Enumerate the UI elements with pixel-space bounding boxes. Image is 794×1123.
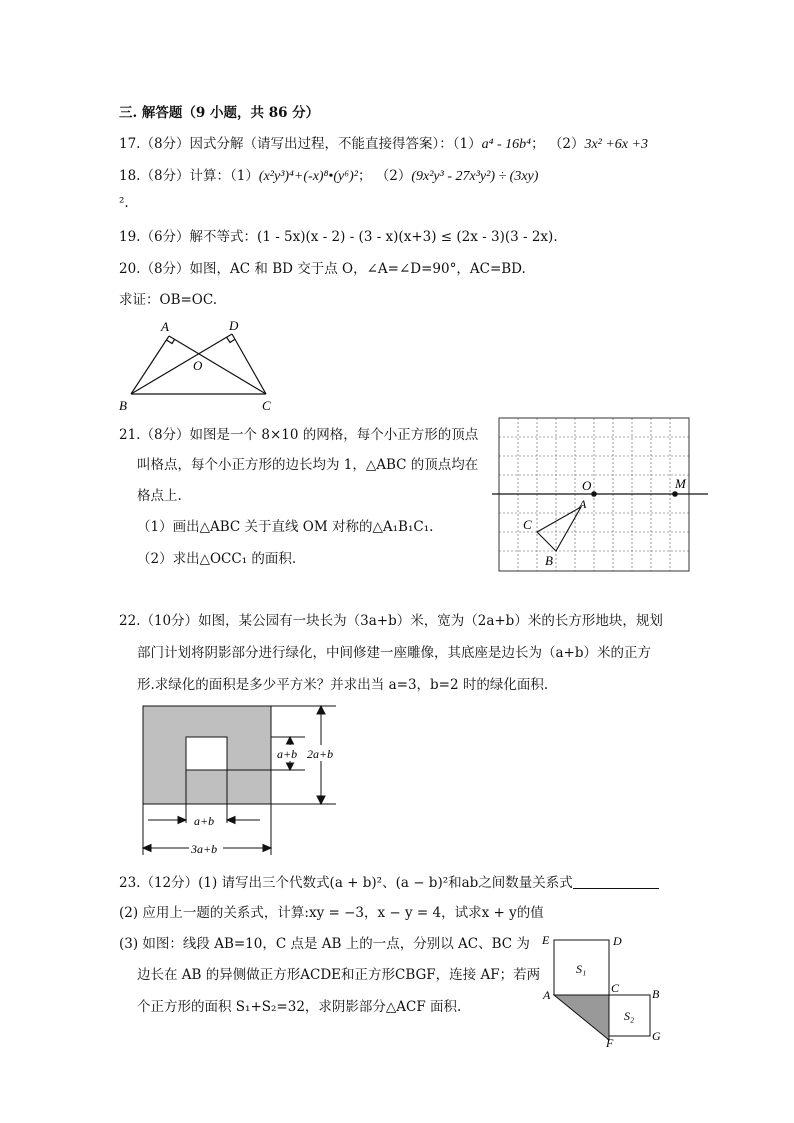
q21-part2: （2）求出△OCC₁ 的面积. — [137, 551, 297, 567]
label-O: O — [193, 358, 203, 373]
q22-figure — [140, 703, 340, 861]
label-A: A — [161, 319, 169, 334]
q17-part1-expr: a⁴ - 16b⁴ — [481, 137, 532, 152]
q17-lead: 17.（8分）因式分解（请写出过程，不能直接得答案）：（1） — [119, 136, 482, 152]
answer-blank — [573, 876, 659, 889]
label-B: B — [652, 987, 660, 1001]
label-width: 3a+b — [191, 842, 218, 856]
label-B: B — [119, 398, 127, 413]
section-title: 三. 解答题（9 小题，共 86 分） — [119, 105, 320, 121]
question-20: 20.（8分）如图，AC 和 BD 交于点 O，∠A=∠D=90°，AC=BD. — [119, 261, 526, 277]
question-22-line1: 22.（10分）如图，某公园有一块长为（3a+b）米，宽为（2a+b）米的长方形地块，规划 — [119, 613, 663, 629]
label-C: C — [611, 981, 620, 995]
label-D: D — [613, 934, 622, 948]
question-23-line4: 边长在 AB 的异侧做正方形ACDE和正方形CBGF，连接 AF；若两 — [137, 967, 541, 983]
label-inner-side: a+b — [277, 747, 298, 761]
label-C: C — [262, 398, 271, 413]
label-D: D — [229, 318, 239, 333]
label-C: C — [523, 517, 532, 532]
label-S2: S₂ — [624, 1009, 635, 1023]
label-A: A — [543, 988, 551, 1002]
q23-part1-text: 23.（12分）(1) 请写出三个代数式(a + b)²、(a − b)²和ab之间数量关系式 — [119, 875, 573, 891]
label-B: B — [545, 553, 553, 568]
label-S1: S₁ — [576, 962, 587, 976]
q20-prove: 求证：OB=OC. — [119, 292, 218, 308]
question-19: 19.（6分）解不等式：(1 - 5x)(x - 2) - (3 - x)(x+3) ≤ (2x - 3)(3 - 2x). — [119, 229, 558, 245]
question-21-line2: 叫格点，每个小正方形的边长均为 1，△ABC 的顶点均在 — [137, 457, 479, 473]
q21-grid-figure — [492, 410, 710, 576]
label-bottom-inner: a+b — [194, 814, 215, 828]
label-E: E — [542, 933, 550, 947]
q21-part1: （1）画出△ABC 关于直线 OM 对称的△A₁B₁C₁. — [137, 519, 434, 535]
label-O: O — [582, 478, 592, 493]
question-17 — [119, 135, 648, 154]
question-22-line3: 形.求绿化的面积是多少平方米？并求出当 a=3，b=2 时的绿化面积. — [137, 677, 549, 693]
q18-sep: ； （2） — [357, 168, 412, 184]
q18-tail: ². — [119, 195, 129, 211]
label-G: G — [652, 1029, 661, 1043]
q18-part1-expr: (x²y³)⁴+(-x)⁸•(y⁶)² — [258, 169, 358, 184]
question-23-line3: (3) 如图：线段 AB=10，C 点是 AB 上的一点，分别以 AC、BC 为 — [119, 936, 530, 952]
question-21-line1: 21.（8分）如图是一个 8×10 的网格，每个小正方形的顶点 — [119, 427, 479, 443]
label-M: M — [675, 476, 686, 491]
question-23-line2: (2) 应用上一题的关系式，计算:xy = −3，x − y = 4，试求x + y的值 — [119, 905, 544, 921]
q20-figure — [115, 316, 285, 416]
label-A: A — [579, 497, 587, 511]
question-21-line3: 格点上. — [137, 488, 182, 504]
q17-part2-expr: 3x² +6x +3 — [584, 137, 648, 152]
label-F: F — [606, 1036, 614, 1050]
question-18 — [119, 167, 538, 186]
q17-sep: ； （2） — [531, 136, 585, 152]
q23-figure — [540, 930, 670, 1050]
q18-lead: 18.（8分）计算：（1） — [119, 168, 259, 184]
label-height: 2a+b — [307, 747, 334, 761]
question-23-line1 — [119, 874, 659, 892]
question-22-line2: 部门计划将阴影部分进行绿化，中间修建一座雕像，其底座是边长为（a+b）米的正方 — [137, 645, 652, 661]
question-23-line5: 个正方形的面积 S₁+S₂=32，求阴影部分△ACF 面积. — [137, 999, 462, 1015]
q18-part2-expr: (9x²y³ - 27x³y²) ÷ (3xy) — [411, 169, 539, 184]
